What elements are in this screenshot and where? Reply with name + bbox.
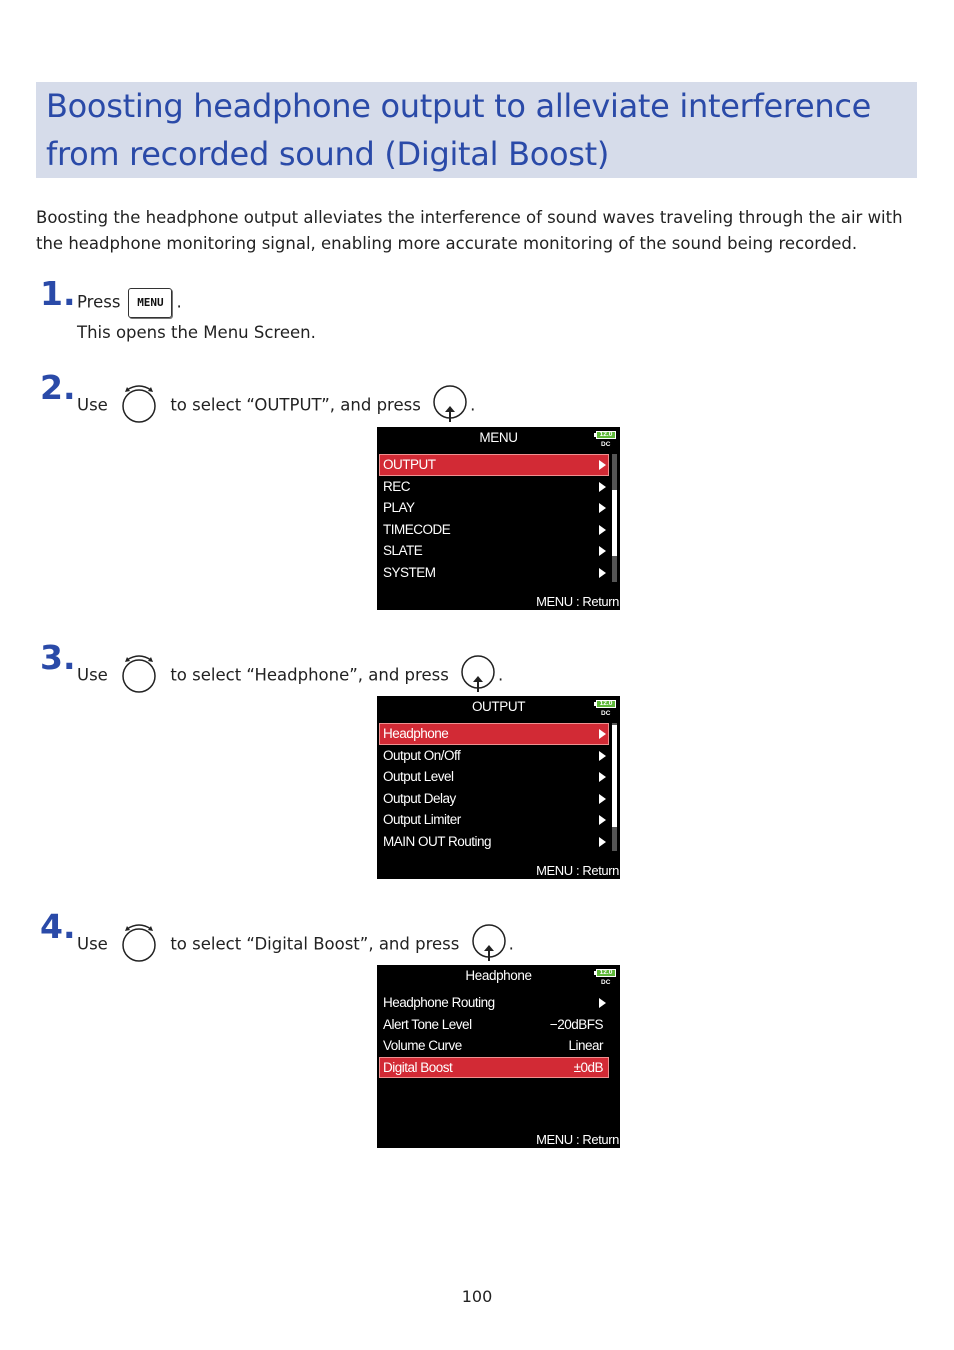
menu-item-timecode[interactable] xyxy=(379,519,609,541)
menu-item-label: TIMECODE xyxy=(383,521,451,537)
step-1-note: This opens the Menu Screen. xyxy=(77,323,316,342)
dc-label: DC xyxy=(601,710,611,717)
step-3-text xyxy=(77,652,503,700)
menu-item-value: −20dBFS xyxy=(549,1016,603,1032)
intro-line-2: the headphone monitoring signal, enabling more accurate monitoring of the sound being recorded. xyxy=(36,234,858,253)
arrow-right-icon xyxy=(599,837,606,847)
menu-item-label: MAIN OUT Routing xyxy=(383,833,492,849)
step-4-text xyxy=(77,921,514,969)
menu-item-main-out-routing[interactable] xyxy=(379,831,609,853)
screen-title: OUTPUT xyxy=(471,699,526,714)
menu-screen xyxy=(377,427,620,610)
menu-item-output-delay[interactable] xyxy=(379,788,609,810)
menu-item-label: Output Level xyxy=(383,769,454,784)
menu-item-label: Volume Curve xyxy=(383,1038,462,1053)
scrollbar-thumb[interactable] xyxy=(612,725,617,827)
menu-item-rec[interactable] xyxy=(379,476,609,498)
page-number: 100 xyxy=(461,1287,493,1306)
dc-label: DC xyxy=(601,979,611,986)
screen-footer: MENU : Return xyxy=(536,863,619,878)
menu-item-label: REC xyxy=(383,478,411,494)
menu-item-digital-boost[interactable] xyxy=(379,1057,609,1079)
arrow-right-icon xyxy=(599,503,606,513)
rotary-dial-icon xyxy=(119,382,159,430)
step-number-2: 2. xyxy=(40,368,76,407)
menu-item-headphone-routing[interactable] xyxy=(379,992,609,1014)
step-1-after: . xyxy=(176,292,182,312)
step-number-3: 3. xyxy=(40,638,76,677)
output-screen xyxy=(377,696,620,879)
step-2-before: Use xyxy=(77,395,108,415)
step-4-before: Use xyxy=(77,934,108,954)
arrow-right-icon xyxy=(599,794,606,804)
scrollbar[interactable] xyxy=(612,454,617,582)
intro-line-1: Boosting the headphone output alleviates the interference of sound waves traveling through the air with xyxy=(36,208,903,227)
menu-item-label: Output Limiter xyxy=(383,812,461,827)
intro-paragraph xyxy=(36,205,926,257)
menu-item-value: ±0dB xyxy=(573,1059,603,1075)
step-2-after: . xyxy=(470,395,476,415)
battery-icon: 12.0 xyxy=(596,700,616,708)
section-title xyxy=(36,82,917,178)
menu-item-play[interactable] xyxy=(379,497,609,519)
arrow-right-icon xyxy=(599,460,606,470)
menu-item-label: Output On/Off xyxy=(383,747,461,763)
menu-item-output-level[interactable] xyxy=(379,766,609,788)
menu-key-icon: MENU xyxy=(128,288,172,318)
step-number-4: 4. xyxy=(40,907,76,946)
rotary-dial-icon xyxy=(119,921,159,969)
title-line-2: from recorded sound (Digital Boost) xyxy=(46,135,610,173)
step-4-middle: to select “Digital Boost”, and press xyxy=(170,934,460,954)
arrow-right-icon xyxy=(599,482,606,492)
battery-icon: 12.0 xyxy=(596,431,616,439)
step-2-text xyxy=(77,382,475,430)
scrollbar-thumb[interactable] xyxy=(612,490,617,556)
menu-item-label: OUTPUT xyxy=(383,457,436,472)
screen-footer: MENU : Return xyxy=(536,594,619,609)
screen-title: MENU xyxy=(479,430,518,445)
step-4-after: . xyxy=(508,934,514,954)
headphone-screen xyxy=(377,965,620,1148)
step-number-1: 1. xyxy=(40,274,76,313)
rotary-dial-icon xyxy=(119,652,159,700)
arrow-right-icon xyxy=(599,751,606,761)
screen-footer: MENU : Return xyxy=(536,1132,619,1147)
step-1-before: Press xyxy=(77,292,121,312)
menu-item-system[interactable] xyxy=(379,562,609,584)
title-line-1: Boosting headphone output to alleviate interference xyxy=(46,87,872,125)
step-3-middle: to select “Headphone”, and press xyxy=(170,665,449,685)
menu-item-slate[interactable] xyxy=(379,540,609,562)
arrow-right-icon xyxy=(599,772,606,782)
step-3-after: . xyxy=(498,665,504,685)
push-dial-icon xyxy=(432,382,470,430)
menu-item-output-limiter[interactable] xyxy=(379,809,609,831)
menu-item-label: PLAY xyxy=(383,500,415,515)
menu-item-output-on-off[interactable] xyxy=(379,745,609,767)
menu-item-volume-curve[interactable] xyxy=(379,1035,609,1057)
arrow-right-icon xyxy=(599,815,606,825)
arrow-right-icon xyxy=(599,729,606,739)
arrow-right-icon xyxy=(599,525,606,535)
menu-item-headphone[interactable] xyxy=(379,723,609,745)
menu-item-label: Alert Tone Level xyxy=(383,1016,472,1032)
menu-item-label: Headphone xyxy=(383,726,449,741)
menu-item-alert-tone-level[interactable] xyxy=(379,1014,609,1036)
menu-item-label: SYSTEM xyxy=(383,564,436,580)
scrollbar[interactable] xyxy=(612,723,617,851)
menu-item-label: Headphone Routing xyxy=(383,995,495,1010)
arrow-right-icon xyxy=(599,998,606,1008)
push-dial-icon xyxy=(460,652,498,700)
step-1-text xyxy=(77,288,182,318)
menu-item-label: Output Delay xyxy=(383,790,456,806)
push-dial-icon xyxy=(471,921,509,969)
arrow-right-icon xyxy=(599,568,606,578)
battery-icon: 12.0 xyxy=(596,969,616,977)
step-2-middle: to select “OUTPUT”, and press xyxy=(170,395,421,415)
screen-title: Headphone xyxy=(465,968,532,983)
menu-item-label: Digital Boost xyxy=(383,1059,453,1075)
menu-item-label: SLATE xyxy=(383,543,423,558)
arrow-right-icon xyxy=(599,546,606,556)
menu-item-value: Linear xyxy=(568,1038,603,1053)
menu-item-output[interactable] xyxy=(379,454,609,476)
dc-label: DC xyxy=(601,441,611,448)
step-3-before: Use xyxy=(77,665,108,685)
